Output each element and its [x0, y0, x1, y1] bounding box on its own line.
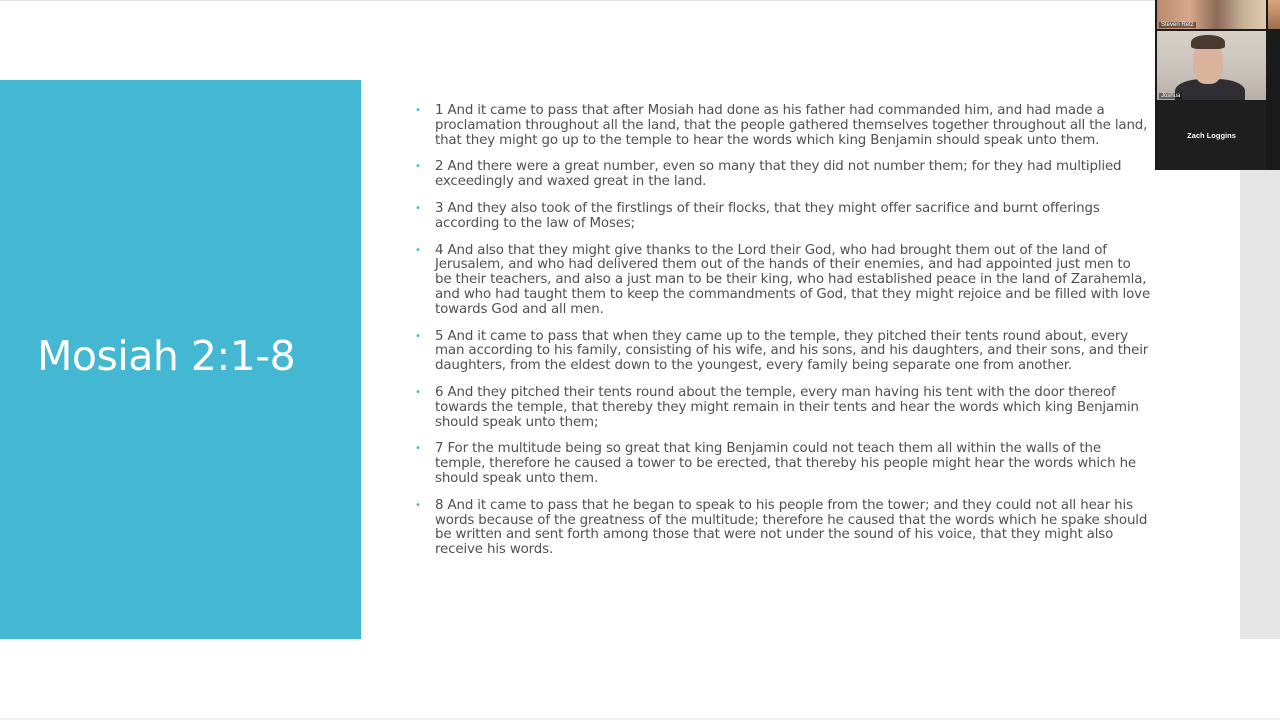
verse-item — [415, 104, 1151, 148]
bullet-icon: • — [415, 499, 421, 511]
bullet-icon: • — [415, 330, 421, 342]
bullet-icon: • — [415, 386, 421, 398]
verse-text: 6 And they pitched their tents round about the temple, every man having his tent with the door thereof towards the temple, that thereby they might remain in their tents and hear the words which king Benjamin should speak unto them; — [435, 384, 1139, 430]
participant-name: Zach Loggins — [1187, 131, 1236, 140]
verse-text: 4 And also that they might give thanks to the Lord their God, who had brought them out of the land of Jerusalem, and who had delivered them out of the hands of their enemies, and had appointed just men to be their teachers, and also a just man to be their king, who had established peace in the land of Zarahemla, and who had taught them to keep the commandments of God, that they might rejoice and be filled with love towards God and all men. — [435, 242, 1151, 317]
participant-avatar-hair — [1191, 35, 1225, 49]
verse-item — [415, 330, 1151, 374]
participant-name: Joshua — [1161, 93, 1181, 99]
bullet-icon: • — [415, 244, 421, 256]
slide-title: Mosiah 2:1-8 — [37, 332, 296, 380]
verse-item — [415, 160, 1151, 190]
verse-text: 5 And it came to pass that when they came up to the temple, they pitched their tents round about, every man according to his family, consisting of his wife, and his sons, and his daughters, and their sons, and their daughters, from the eldest down to the youngest, every family being separate one from another. — [435, 328, 1149, 374]
verse-text: 3 And they also took of the firstlings of their flocks, that they might offer sacrifice and burnt offerings according to the law of Moses; — [435, 200, 1100, 231]
verse-text: 1 And it came to pass that after Mosiah had done as his father had commanded him, and had made a proclamation throughout all the land, that the people gathered themselves together throughout all the land, that they might go up to the temple to hear the words which king Benjamin should speak unto them. — [435, 103, 1148, 148]
participant-name: Steven Retz — [1161, 22, 1194, 28]
bullet-icon: • — [415, 202, 421, 214]
verse-item — [415, 442, 1151, 486]
bullet-icon: • — [415, 161, 421, 173]
verse-text: 8 And it came to pass that he began to speak to his people from the tower; and they could not all hear his words because of the greatness of the multitude; therefore he caused that the words which he spake should be written and sent forth among those that were not under the sound of his voice, that they might also receive his words. — [435, 497, 1148, 558]
participant-video-tile[interactable] — [1157, 101, 1266, 170]
verse-item — [415, 386, 1151, 430]
right-gutter — [1240, 170, 1280, 639]
bullet-icon: • — [415, 105, 421, 116]
verse-item — [415, 244, 1151, 318]
bullet-icon: • — [415, 443, 421, 455]
participant-video-tile[interactable] — [1157, 31, 1266, 100]
verse-list — [415, 104, 1151, 570]
verse-text: 2 And there were a great number, even so many that they did not number them; for they had multiplied exceedingly and waxed great in the land. — [435, 159, 1122, 190]
top-divider — [0, 0, 1280, 1]
verse-item — [415, 499, 1151, 558]
verse-text: 7 For the multitude being so great that king Benjamin could not teach them all within the walls of the temple, therefore he caused a tower to be erected, that thereby his people might hear the words which he should speak unto them. — [435, 441, 1137, 486]
verse-item — [415, 202, 1151, 232]
participant-video-tile[interactable] — [1157, 0, 1266, 29]
participant-video-tile-partial[interactable] — [1268, 0, 1280, 29]
